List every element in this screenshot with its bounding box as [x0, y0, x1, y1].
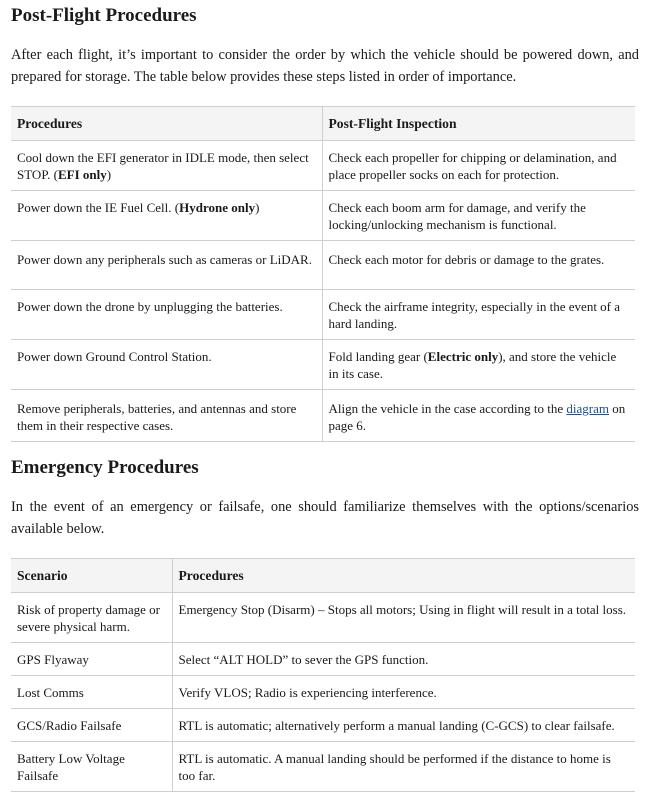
scenario-cell: Battery Low Voltage Failsafe — [11, 742, 172, 792]
procedure-cell: RTL is automatic; alternatively perform a manual landing (C-GCS) to clear failsafe. — [172, 709, 635, 742]
table-row — [11, 390, 635, 442]
table-row — [11, 340, 635, 390]
procedure-cell: Cool down the EFI generator in IDLE mode, then select STOP. (EFI only) — [11, 141, 322, 191]
column-header-procedures: Procedures — [172, 559, 635, 593]
emergency-intro: In the event of an emergency or failsafe, one should familiarize themselves with the options/scenarios available below. — [11, 499, 639, 537]
procedure-cell: Power down Ground Control Station. — [11, 340, 322, 390]
emergency-table — [11, 558, 635, 792]
procedure-cell: Emergency Stop (Disarm) – Stops all motors; Using in flight will result in a total loss. — [172, 593, 635, 643]
column-header-inspection: Post-Flight Inspection — [322, 107, 635, 141]
post-flight-table — [11, 106, 635, 442]
emphasis-efi-only: EFI only — [57, 167, 107, 182]
column-header-procedures: Procedures — [11, 107, 322, 141]
table-row — [11, 676, 635, 709]
procedure-cell: Power down the drone by unplugging the batteries. — [11, 290, 322, 340]
table-row — [11, 742, 635, 792]
procedure-cell: Power down the IE Fuel Cell. (Hydrone only) — [11, 191, 322, 241]
scenario-cell: GPS Flyaway — [11, 643, 172, 676]
post-flight-title: Post-Flight Procedures — [11, 5, 197, 26]
inspection-cell: Align the vehicle in the case according to the diagram on page 6. — [322, 390, 635, 442]
table-row — [11, 241, 635, 290]
scenario-cell: GCS/Radio Failsafe — [11, 709, 172, 742]
table-row — [11, 709, 635, 742]
diagram-link[interactable]: diagram — [566, 401, 609, 416]
column-header-scenario: Scenario — [11, 559, 172, 593]
scenario-cell: Risk of property damage or severe physical harm. — [11, 593, 172, 643]
emergency-title: Emergency Procedures — [11, 457, 199, 478]
table-row — [11, 191, 635, 241]
post-flight-intro: After each flight, it’s important to consider the order by which the vehicle should be powered down, and prepared for storage. The table below provides these steps listed in order of importance. — [11, 47, 639, 85]
table-row — [11, 290, 635, 340]
table-row — [11, 593, 635, 643]
inspection-cell: Check each boom arm for damage, and verify the locking/unlocking mechanism is functional. — [322, 191, 635, 241]
table-row — [11, 141, 635, 191]
inspection-cell: Fold landing gear (Electric only), and store the vehicle in its case. — [322, 340, 635, 390]
table-header-row — [11, 107, 635, 141]
inspection-cell: Check each motor for debris or damage to the grates. — [322, 241, 635, 290]
procedure-cell: RTL is automatic. A manual landing should be performed if the distance to home is too far. — [172, 742, 635, 792]
emphasis-electric-only: Electric only — [427, 349, 499, 364]
procedure-cell: Power down any peripherals such as cameras or LiDAR. — [11, 241, 322, 290]
inspection-cell: Check each propeller for chipping or delamination, and place propeller socks on each for protection. — [322, 141, 635, 191]
scenario-cell: Lost Comms — [11, 676, 172, 709]
inspection-cell: Check the airframe integrity, especially in the event of a hard landing. — [322, 290, 635, 340]
table-row — [11, 643, 635, 676]
procedure-cell: Verify VLOS; Radio is experiencing interference. — [172, 676, 635, 709]
procedure-cell: Select “ALT HOLD” to sever the GPS function. — [172, 643, 635, 676]
procedure-cell: Remove peripherals, batteries, and antennas and store them in their respective cases. — [11, 390, 322, 442]
table-header-row — [11, 559, 635, 593]
emphasis-hydrone-only: Hydrone only — [179, 200, 256, 215]
